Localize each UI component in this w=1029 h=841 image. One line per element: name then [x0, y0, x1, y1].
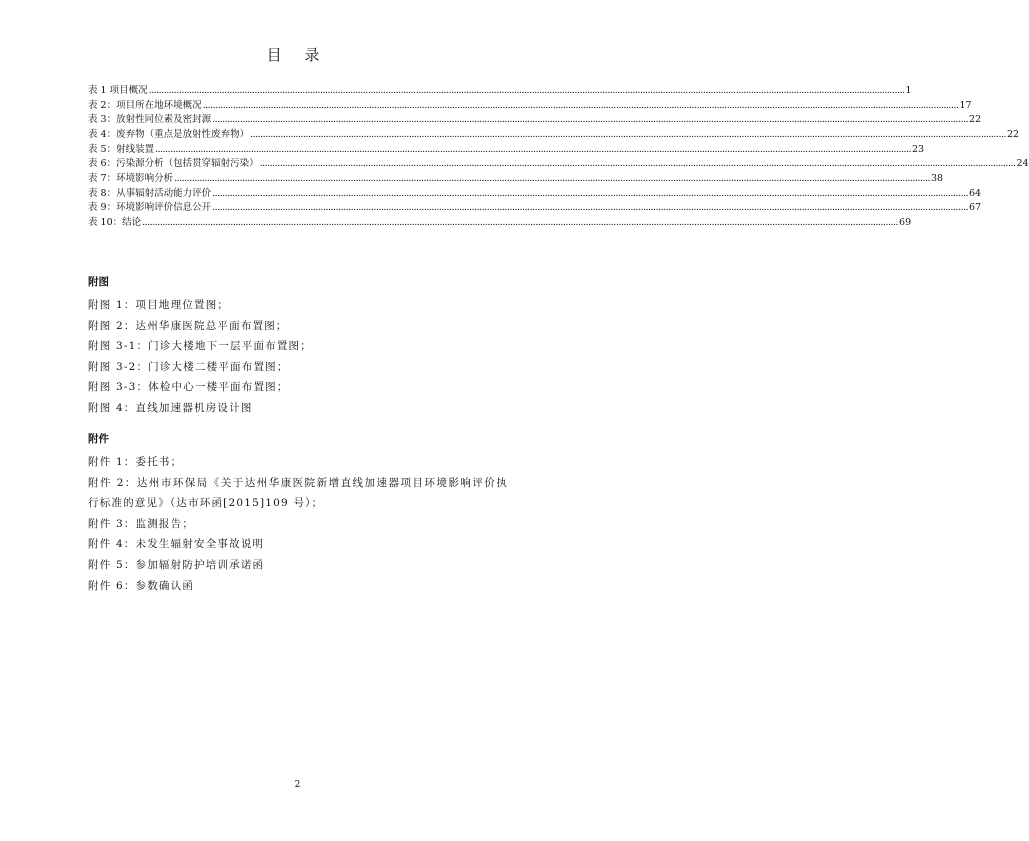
toc-leader-dots: ............................................................................................................................................................................................................................................................................................................ [259, 158, 1016, 170]
toc-entry-page: 17 [959, 99, 972, 111]
toc-leader-dots: ............................................................................................................................................................................................................................................................................................................ [148, 84, 905, 96]
toc-entry-label: 表 7：环境影响分析 [88, 173, 174, 185]
figure-item: 附图 4：直线加速器机房设计图 [88, 401, 253, 414]
attachment-item: 附件 3：监测报告； [88, 517, 195, 530]
figure-item: 附图 3-1：门诊大楼地下一层平面布置图； [88, 340, 312, 353]
toc-entry-page: 64 [969, 187, 982, 199]
page-number: 2 [294, 780, 301, 790]
toc-entry[interactable] [88, 202, 982, 217]
attachments-section [88, 429, 508, 596]
attachments-heading: 附件 [88, 433, 109, 445]
attachment-item: 附件 4：未发生辐射安全事故说明 [88, 538, 265, 551]
toc-entry[interactable] [88, 216, 912, 231]
page-title: 目 录 [266, 46, 329, 64]
toc-entry-label: 表 2：项目所在地环境概况 [88, 99, 202, 111]
figures-section [88, 272, 508, 419]
toc-entry-page: 1 [905, 84, 912, 96]
attachment-item: 附件 5：参加辐射防护培训承诺函 [88, 558, 265, 571]
toc-entry-label: 表 8：从事辐射活动能力评价 [88, 187, 212, 199]
toc-entry-page: 22 [1007, 129, 1020, 141]
toc-entry-page: 67 [969, 202, 982, 214]
toc-entry-label: 表 6：污染源分析（包括贯穿辐射污染） [88, 158, 259, 170]
toc-leader-dots: ............................................................................................................................................................................................................................................................................................................ [212, 202, 969, 214]
toc-entry[interactable] [88, 157, 1029, 172]
toc-entry-page: 23 [912, 143, 925, 155]
figure-item: 附图 3-3：体检中心一楼平面布置图； [88, 381, 289, 394]
toc-leader-dots: ............................................................................................................................................................................................................................................................................................................ [202, 99, 959, 111]
attachment-item: 附件 2：达州市环保局《关于达州华康医院新增直线加速器项目环境影响评价执行标准的意见》（达市环函[2015]109 号）； [88, 476, 508, 510]
toc-entry-label: 表 1 项目概况 [88, 84, 148, 96]
toc-leader-dots: ............................................................................................................................................................................................................................................................................................................ [155, 143, 912, 155]
toc-leader-dots: ............................................................................................................................................................................................................................................................................................................ [142, 217, 899, 229]
attachment-item: 附件 6：参数确认函 [88, 579, 195, 592]
toc-entry[interactable] [88, 143, 925, 158]
figure-item: 附图 2：达州华康医院总平面布置图； [88, 319, 288, 332]
attachment-item: 附件 1：委托书； [88, 456, 183, 468]
toc-entry-label: 表 9：环境影响评价信息公开 [88, 202, 212, 214]
figures-heading: 附图 [88, 276, 109, 288]
toc-entry-page: 38 [931, 173, 944, 185]
toc-entry[interactable] [88, 99, 972, 114]
toc-entry[interactable] [88, 128, 1020, 143]
toc-entry-label: 表 10：结论 [88, 217, 142, 229]
table-of-contents [88, 84, 1029, 231]
toc-entry-page: 69 [899, 217, 912, 229]
toc-leader-dots: ............................................................................................................................................................................................................................................................................................................ [250, 129, 1007, 141]
toc-entry-page: 24 [1016, 158, 1029, 170]
figure-item: 附图 1：项目地理位置图； [88, 299, 230, 311]
toc-entry-label: 表 4：废弃物（重点是放射性废弃物） [88, 129, 250, 141]
toc-entry[interactable] [88, 113, 982, 128]
toc-leader-dots: ............................................................................................................................................................................................................................................................................................................ [212, 187, 969, 199]
toc-entry-label: 表 5：射线装置 [88, 143, 155, 155]
toc-entry[interactable] [88, 172, 944, 187]
toc-entry-label: 表 3：放射性同位素及密封源 [88, 114, 212, 126]
toc-entry[interactable] [88, 84, 912, 99]
toc-leader-dots: ............................................................................................................................................................................................................................................................................................................ [212, 114, 969, 126]
figure-item: 附图 3-2：门诊大楼二楼平面布置图； [88, 360, 289, 373]
toc-leader-dots: ............................................................................................................................................................................................................................................................................................................ [174, 173, 931, 185]
toc-entry-page: 22 [969, 114, 982, 126]
toc-entry[interactable] [88, 187, 982, 202]
